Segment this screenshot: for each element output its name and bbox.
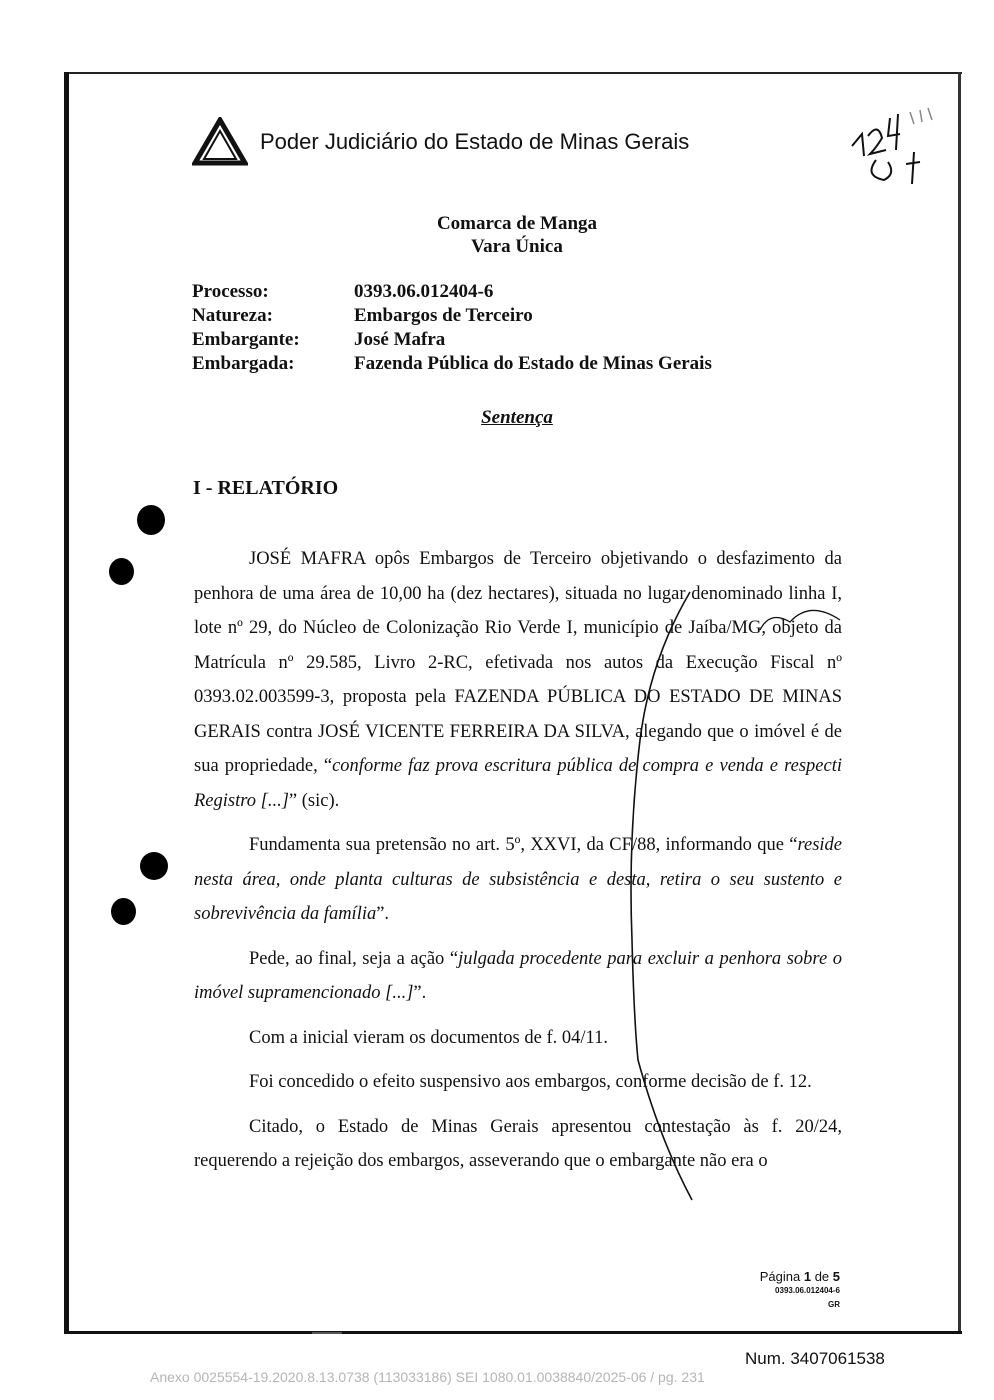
vara-line: Vara Única (471, 236, 563, 257)
punch-hole (140, 852, 168, 880)
punch-hole (111, 898, 136, 925)
punch-hole (109, 558, 134, 585)
institution-name: Poder Judiciário do Estado de Minas Gerais (260, 129, 690, 154)
case-info-value: 0393.06.012404-6 (354, 281, 494, 302)
court-header (192, 114, 832, 170)
quoted-text: julgada procedente para excluir a penhora sobre o imóvel supramencionado [...] (194, 948, 842, 1003)
case-info-value: Embargos de Terceiro (354, 305, 533, 326)
case-info-row (192, 328, 712, 352)
case-info-row (192, 304, 712, 328)
court-logo-icon (192, 117, 248, 167)
annex-line: Anexo 0025554-19.2020.8.13.0738 (113033186) SEI 1080.01.0038840/2025-06 / pg. 231 (150, 1369, 705, 1385)
case-info (192, 280, 712, 376)
case-info-row (192, 280, 712, 304)
paragraph-text: ”. (376, 904, 390, 924)
footer-initials: GR (828, 1300, 840, 1309)
case-info-label: Embargante: (192, 329, 300, 350)
handwritten-page-mark (848, 104, 938, 188)
stamp-number: Num. 3407061538 (745, 1349, 885, 1368)
page-indicator: Página 1 de 5 (759, 1269, 840, 1284)
page-frame-bottom (66, 1331, 962, 1334)
paragraph: Com a inicial vieram os documentos de f. 04/11. (249, 1027, 608, 1048)
paragraph: Foi concedido o efeito suspensivo aos embargos, conforme decisão de f. 12. (249, 1072, 812, 1092)
page-frame-right (958, 72, 961, 1334)
paragraph-text: ” (sic). (288, 790, 340, 811)
paragraph-text: Pede, ao final, seja a ação “ (249, 948, 459, 969)
case-info-label: Processo: (192, 281, 269, 302)
paragraph: Citado, o Estado de Minas Gerais apresentou contestação às f. 20/24, requerendo a rejeição dos embargos, asseverando que o embargante não era o (194, 1116, 842, 1171)
page-frame-left (64, 72, 69, 1334)
paragraph-text: ”. (413, 983, 427, 1003)
quoted-text: reside nesta área, onde planta culturas de subsistência e desta, retira o seu sustento e sobrevivência da família (194, 835, 842, 924)
footer-mark (312, 1332, 342, 1334)
case-info-value: Fazenda Pública do Estado de Minas Gerais (354, 353, 712, 374)
section-heading: I - RELATÓRIO (193, 477, 339, 499)
paragraph-text: JOSÉ MAFRA opôs Embargos de Terceiro objetivando o desfazimento da penhora de uma área de 10,00 ha (dez hectares), situada no lugar denominado linha I, lote nº 29, do Núcleo de Colonização Rio Verde I, município de Jaíba/MG, objeto da Matrícula nº 29.585, Livro 2-RC, efetivada nos autos da Execução Fiscal nº 0393.02.003599-3, proposta pela FAZENDA PÚBLICA DO ESTADO DE MINAS GERAIS contra JOSÉ VICENTE FERREIRA DA SILVA, alegando que o imóvel é de sua propriedade, “ (194, 549, 842, 776)
paragraph-text: Fundamenta sua pretensão no art. 5º, XXVI, da CF/88, informando que “ (249, 835, 798, 855)
comarca-line: Comarca de Manga (436, 213, 598, 234)
case-info-label: Embargada: (192, 353, 295, 374)
case-info-label: Natureza: (192, 305, 273, 326)
punch-hole (137, 505, 165, 535)
case-info-row (192, 352, 712, 376)
document-title: Sentença (481, 407, 553, 428)
page-footer (720, 1270, 840, 1312)
page-frame-top (66, 72, 962, 74)
footer-process-number: 0393.06.012404-6 (775, 1286, 840, 1295)
handwritten-annotation-line (620, 580, 850, 1230)
case-info-value: José Mafra (354, 329, 446, 350)
quoted-text: conforme faz prova escritura pública de compra e venda e respecti Registro [...] (194, 756, 842, 811)
